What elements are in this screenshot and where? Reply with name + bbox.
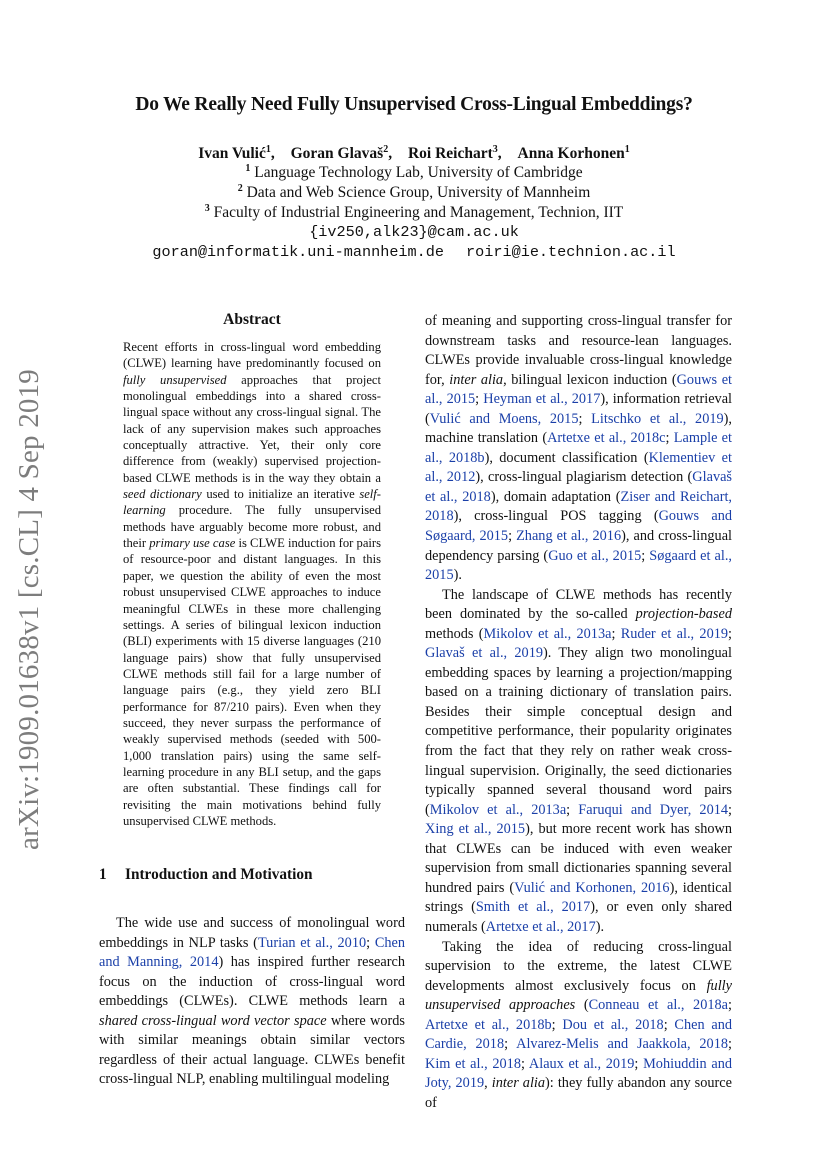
text-run: The wide use and success of monolingual word embeddings in NLP tasks ( [99,915,405,951]
affiliation-text: Language Technology Lab, University of Cambridge [254,164,583,181]
text-run: ), identical strings ( [425,879,732,916]
emphasis: projection-based [635,606,732,623]
email-line [0,243,828,261]
affiliation-mark: 3 [492,144,498,155]
text-run: ; [611,625,621,642]
author: Roi Reichart$^3$, [407,144,502,162]
citation-link[interactable]: Klementiev et al., 2012 [425,449,732,486]
citation-link[interactable]: Heyman et al., 2017 [483,391,601,408]
arxiv-identifier-text: arXiv:1909.01638v1 [cs.CL] 4 Sep 2019 [12,368,45,850]
body-column-left [99,914,405,1090]
affiliation [0,184,828,202]
text-run: ), but more recent work has shown that CLWEs can be induced with even weaker supervision from small dictionaries spanning several hundred pairs ( [425,821,732,896]
text-run: ; [475,391,484,408]
affiliation-mark: 2 [383,144,389,155]
text-run: ; [663,1016,675,1033]
citation-link[interactable]: Mikolov et al., 2013a [429,801,567,818]
text-run: ; [566,801,579,818]
citation-link[interactable]: Kim et al., 2018 [425,1055,521,1072]
text-run: methods ( [425,625,484,642]
emphasis: seed dictionary [123,487,202,502]
text-run: approaches that project monolingual embeddings into a shared cross-lingual space without any cross-lingual signal. The lack of any supervision makes such approaches conceptually attractive. Yet, their only core difference from (weakly) supervised projection-based CLWE methods is in the way they obtain a [123,372,381,485]
arxiv-identifier [12,368,46,850]
emphasis: inter alia [491,1075,546,1092]
text-run: ), or even only shared numerals ( [425,899,732,935]
text-run: used to initialize an iterative [201,487,360,502]
text-run: ; [728,801,732,818]
text-run: procedure. The fully unsupervised methods have arguably become more robust, and their [123,503,381,551]
text-run: ). [595,918,605,935]
author-name: Roi Reichart [407,145,493,162]
text-run: ; [728,625,732,642]
citation-link[interactable]: Artetxe et al., 2018c [547,430,666,447]
author-name: Goran Glavaš [290,145,384,162]
text-run: ; [504,1036,517,1053]
citation-link[interactable]: Dou et al., 2018 [562,1016,664,1033]
citation-link[interactable]: Litschko et al., 2019 [591,410,724,427]
text-run: ): they fully abandon any source of [425,1075,732,1111]
emphasis: fully unsupervised [123,372,227,387]
text-run: ), domain adaptation ( [490,488,621,505]
citation-link[interactable]: Mohiuddin and Joty, 2019 [425,1055,733,1092]
text-run: ; [728,1036,732,1053]
text-run: , bilingual lexicon induction ( [503,371,677,388]
affiliation-mark: 1 [245,163,251,174]
text-run: Taking the idea of reducing cross-lingual supervision to the extreme, the latest CLWE developments almost exclusively focus on [425,938,732,994]
citation-link[interactable]: Glavaš et al., 2018 [425,469,732,505]
text-run: ). They align two monolingual embedding spaces by learning a projection/mapping based on a training dictionary of translation pairs. Besides their simple conceptual design and competitive performance, their popularity originates from the fact that they rely on rather weak cross-lingual supervision. Originally, the seed dictionaries typically spanned several thousand word pairs ( [425,645,732,818]
text-run: ; [508,528,517,545]
emphasis: inter alia [449,371,504,388]
affiliation-mark: 1 [624,144,630,155]
text-run: ; [634,1055,644,1072]
citation-link[interactable]: Ruder et al., 2019 [620,625,729,642]
text-run: , [484,1075,492,1092]
emphasis: shared cross-lingual word vector space [99,1012,327,1029]
affiliation-mark: 1 [265,144,271,155]
text-run: ; [665,430,674,447]
text-run: ), and cross-lingual dependency parsing ( [425,528,733,564]
affiliation-mark: 3 [204,203,210,214]
citation-link[interactable]: Smith et al., 2017 [475,899,591,916]
paragraph [99,914,405,1090]
author-name: Anna Korhonen [517,145,625,162]
author [518,145,630,162]
abstract-text [123,339,381,829]
abstract-heading: Abstract [223,311,281,328]
text-run: ; [578,410,592,427]
citation-link[interactable]: Guo et al., 2015 [548,547,642,564]
citation-link[interactable]: Alaux et al., 2019 [528,1055,635,1072]
citation-link[interactable]: Vulić and Korhonen, 2016 [514,879,670,896]
citation-link[interactable]: Conneau et al., 2018a [588,997,728,1014]
paragraph [425,938,732,1114]
text-run: ). [453,567,462,584]
citation-link[interactable]: Artetxe et al., 2017 [485,918,596,935]
email-line [0,223,828,241]
emphasis: primary use case [149,536,236,551]
text-run: ( [575,997,589,1014]
citation-link[interactable]: Zhang et al., 2016 [516,528,622,545]
citation-link[interactable]: Turian et al., 2010 [257,934,367,951]
citation-link[interactable]: Chen and Manning, 2014 [99,934,406,971]
text-run: is CLWE induction for pairs of resource-poor and distant languages. In this paper, we question the ability of even the most robust unsupervised CLWE approaches to induce meaningful CLWEs in these more challenging settings. A series of bilingual lexicon induction (BLI) experiments with 15 diverse languages (210 language pairs) show that fully unsupervised CLWE methods still fail for a large number of language pairs (e.g., they yield zero BLI performance for 87/210 pairs). Even when they succeed, they never surpass the performance of weakly supervised methods (seeded with 500-1,000 translation pairs) using the same self-learning procedure in any BLI setup, and the gaps are often substantial. These findings call for revisiting the main motivations behind fully unsupervised CLWE methods. [123,536,382,828]
citation-link[interactable]: Lample et al., 2018b [425,430,733,466]
text-run: ; [551,1016,563,1033]
citation-link[interactable]: Ziser and Reichart, 2018 [425,488,732,525]
section-title: Introduction and Motivation [125,866,313,883]
author-list [0,145,828,163]
emphasis: fully unsupervised approaches [425,977,732,1014]
affiliation [0,164,828,182]
citation-link[interactable]: Faruqui and Dyer, 2014 [578,801,729,818]
citation-link[interactable]: Chen and Cardie, 2018 [425,1016,732,1053]
text-run: of meaning and supporting cross-lingual transfer for downstream tasks and resource-lean languages. CLWEs provide invaluable cross-lingual knowledge for, [425,313,732,388]
emphasis: self-learning [123,487,381,518]
text-run: ), document classification ( [484,449,649,466]
text-run: ; [728,997,732,1014]
text-run: The landscape of CLWE methods has recently been dominated by the so-called [425,586,732,623]
section-number: 1 [99,866,107,883]
email[interactable]: goran@informatik.uni-mannheim.de [152,243,445,261]
citation-link[interactable]: Gouws et al., 2015 [425,371,733,408]
text-run: ) has inspired further research focus on the induction of cross-lingual word embeddings (CLWEs). CLWE methods learn a [99,954,405,1010]
affiliation-text: Data and Web Science Group, University of Mannheim [246,184,591,201]
paper-title: Do We Really Need Fully Unsupervised Cross-Lingual Embeddings? [135,94,693,115]
text-run: ; [366,934,375,951]
citation-link[interactable]: Glavaš et al., 2019 [425,645,543,662]
citation-link[interactable]: Alvarez-Melis and Jaakkola, 2018 [516,1036,729,1053]
paragraph [425,586,732,938]
text-run: ), cross-lingual plagiarism detection ( [475,469,693,486]
text-run: ), information retrieval ( [425,391,733,427]
section-heading [99,866,313,884]
text-run: ), cross-lingual POS tagging ( [453,508,659,525]
text-run: ; [641,547,650,564]
affiliation [0,204,828,222]
text-run: ; [520,1055,529,1072]
email[interactable]: roiri@ie.technion.ac.il [466,243,676,261]
email[interactable]: {iv250,alk23}@cam.ac.uk [309,223,519,241]
text-run: where words with similar meanings obtain similar vectors regardless of their actual language. CLWEs benefit cross-lingual NLP, enabling multilingual modeling [99,1012,405,1088]
text-run: Recent efforts in cross-lingual word embedding (CLWE) learning have predominantly focused on [123,340,381,371]
paragraph [425,312,732,586]
body-column-right [425,312,732,1113]
citation-link[interactable]: Artetxe et al., 2018b [425,1016,552,1033]
author: Ivan Vulić$^1$, [198,144,275,162]
affiliation-text: Faculty of Industrial Engineering and Management, Technion, IIT [213,204,624,221]
citation-link[interactable]: Vulić and Moens, 2015 [429,410,579,427]
citation-link[interactable]: Xing et al., 2015 [425,821,526,838]
author-name: Ivan Vulić [198,145,266,162]
affiliation-mark: 2 [237,183,243,194]
author: Goran Glavaš$^2$, [290,144,393,162]
citation-link[interactable]: Søgaard et al., 2015 [425,547,732,584]
text-run: ), machine translation ( [425,410,732,447]
citation-link[interactable]: Mikolov et al., 2013a [483,625,612,642]
citation-link[interactable]: Gouws and Søgaard, 2015 [425,508,732,545]
